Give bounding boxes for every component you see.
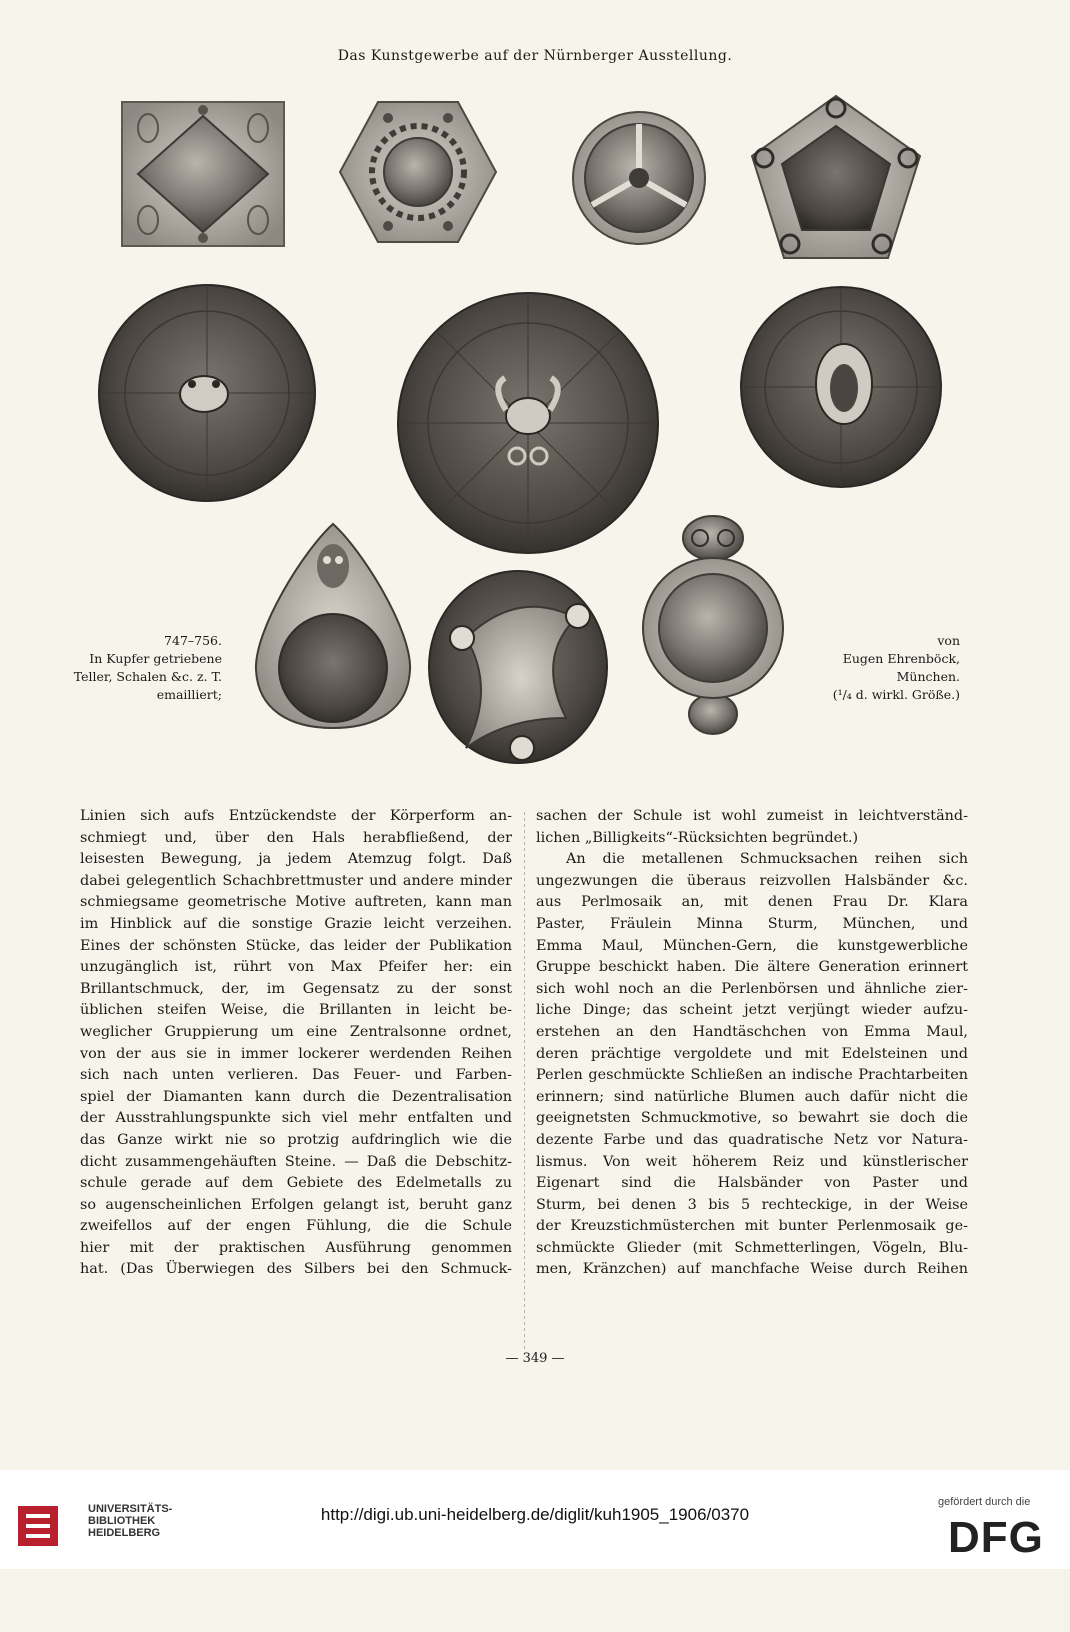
hexagonal-dish-icon xyxy=(338,98,498,246)
text-line: lismus. Von weit höherem Reiz und künstlerischer xyxy=(536,1153,968,1170)
crab-plate-icon xyxy=(395,290,661,556)
text-line: sachen der Schule ist wohl zumeist in leichtverständ- xyxy=(536,808,968,824)
caption-line: In Kupfer getriebene xyxy=(89,651,222,666)
text-line: Eigenart sind die Halsbänder von Paster und xyxy=(536,1175,968,1192)
caption-line: München. xyxy=(896,669,960,684)
text-line: leisesten Bewegung, ja jedem Atemzug folgt. Daß xyxy=(80,851,512,868)
square-dish-icon xyxy=(118,98,288,250)
text-line: weglicher Gruppierung um eine Zentralsonne ordnet, xyxy=(80,1023,512,1040)
library-line: UNIVERSITÄTS- xyxy=(88,1503,173,1515)
text-line: Linien sich aufs Entzückendste der Körperform an- xyxy=(80,808,512,824)
text-line: lichen „Billigkeits“-Rücksichten begründet.) xyxy=(536,829,859,846)
text-line: Perlen geschmückte Schließen an indische Prachtarbeiten xyxy=(536,1067,968,1084)
text-line: Eines der schönsten Stücke, das leider der Publikation xyxy=(80,937,512,954)
text-line: sich wohl noch an die Perlenbörsen und ähnliche zier- xyxy=(536,980,968,997)
text-line: deren prächtige vergoldete und mit Edelsteinen und xyxy=(536,1045,968,1062)
caption-line: emailliert; xyxy=(156,687,222,702)
pentagon-dish-icon xyxy=(748,92,924,262)
text-line: der Ausstrahlungspunkte sich viel mehr entfalten und xyxy=(80,1110,512,1127)
text-line: so augenscheinlichen Erfolgen gelangt ist, beruht ganz xyxy=(80,1196,512,1213)
text-line: zweifellos auf der engen Fühlung, die die Schule xyxy=(80,1218,512,1235)
text-line: Sturm, bei denen 3 bis 5 rechteckige, in der Weise xyxy=(536,1196,968,1213)
dfg-logo[interactable]: DFG xyxy=(948,1513,1044,1562)
text-line: der Kreuzstichmüsterchen mit bunter Perlenmosaik ge- xyxy=(536,1218,968,1235)
caption-number: 747–756. xyxy=(164,633,222,648)
text-line: liche Dinge; das scheint jetzt verjüngt wieder aufzu- xyxy=(536,1002,968,1019)
running-head: Das Kunstgewerbe auf der Nürnberger Ausstellung. xyxy=(337,48,733,64)
text-line: schmückte Glieder (mit Schmetterlingen, Vögeln, Blu- xyxy=(536,1239,968,1256)
text-line: aus Perlmosaik an, mit denen Frau Dr. Klara xyxy=(536,894,968,911)
text-line: Brillantschmuck, der, im Gegensatz zu der sonst xyxy=(80,980,512,997)
text-line: von der aus sie in immer lockerer werdenden Reihen xyxy=(80,1045,512,1062)
text-line: unzugänglich ist, rührt von Max Pfeifer her: ein xyxy=(80,959,512,976)
caption-right xyxy=(800,632,960,704)
text-line: An die metallenen Schmucksachen reihen sich xyxy=(566,851,968,868)
text-line: hat. (Das Überwiegen des Silbers bei den Schmuck- xyxy=(80,1261,512,1278)
text-line: sich nach unten verlieren. Das Feuer- und Farben- xyxy=(80,1067,512,1084)
text-line: schmiegsame geometrische Motive auftreten, kann man xyxy=(80,894,512,911)
text-line: dezente Farbe und das quadratische Netz vor Natura- xyxy=(536,1131,968,1148)
caption-left xyxy=(60,632,222,704)
library-line: BIBLIOTHEK xyxy=(88,1515,156,1527)
owl-dish-icon xyxy=(252,520,414,732)
caption-artist: Eugen Ehrenböck, xyxy=(842,651,960,666)
text-line: geeignetsten Schmuckmotive, so bewahrt sie doch die xyxy=(536,1110,968,1127)
left-column xyxy=(80,806,512,1281)
permalink-url[interactable]: http://digi.ub.uni-heidelberg.de/diglit/kuh1905_1906/0370 xyxy=(320,1505,750,1524)
handled-dish-icon xyxy=(640,510,786,742)
text-line: das Ganze wirkt nie so protzig aufdringlich wie die xyxy=(80,1131,512,1148)
text-line: dabei gelegentlich Schachbrettmuster und andere minder xyxy=(80,872,512,889)
text-line: üblichen steifen Weise, die Brillanten in leicht be- xyxy=(80,1002,512,1019)
text-line: dicht zusammengehäuften Steine. — Daß die Debschitz- xyxy=(80,1153,512,1170)
right-column xyxy=(536,806,968,1281)
caption-line: von xyxy=(937,633,960,648)
text-line: erstehen an den Handtäschchen von Emma Maul, xyxy=(536,1023,968,1040)
page-number: — 349 — xyxy=(505,1351,565,1366)
text-line: hier mit der praktischen Ausführung genommen xyxy=(80,1239,512,1256)
caption-line: Teller, Schalen &c. z. T. xyxy=(73,669,222,684)
text-line: Paster, Fräulein Minna Sturm, München, und xyxy=(536,915,968,932)
frog-plate-icon xyxy=(96,282,318,504)
caption-scale: (¹/₄ d. wirkl. Größe.) xyxy=(832,687,960,702)
text-line: spiel der Diamanten kann durch die Dezentralisation xyxy=(80,1088,512,1105)
text-line: erinnern; sind natürliche Blumen auch dafür nicht die xyxy=(536,1088,968,1105)
text-line: Emma Maul, München-Gern, die kunstgewerbliche xyxy=(536,937,968,954)
swirl-dish-icon xyxy=(426,568,610,766)
text-line: men, Kränzchen) auf manchfache Weise durch Reihen xyxy=(536,1261,968,1278)
library-line: HEIDELBERG xyxy=(88,1527,161,1539)
text-line: im Hinblick auf die sonstige Grazie leicht verzeihen. xyxy=(80,915,512,932)
text-line: ungezwungen die überaus reizvollen Halsbänder &c. xyxy=(536,872,968,889)
text-line: Gruppe beschickt haben. Die ältere Generation erinnert xyxy=(536,959,968,976)
text-line: schule gerade auf dem Gebiete des Edelmetalls zu xyxy=(80,1175,512,1192)
funding-label: gefördert durch die xyxy=(938,1496,1031,1508)
trefoil-dish-icon xyxy=(565,108,713,248)
text-line: schmiegt und, über den Hals herabfließend, der xyxy=(80,829,512,846)
beetle-plate-icon xyxy=(738,284,944,490)
